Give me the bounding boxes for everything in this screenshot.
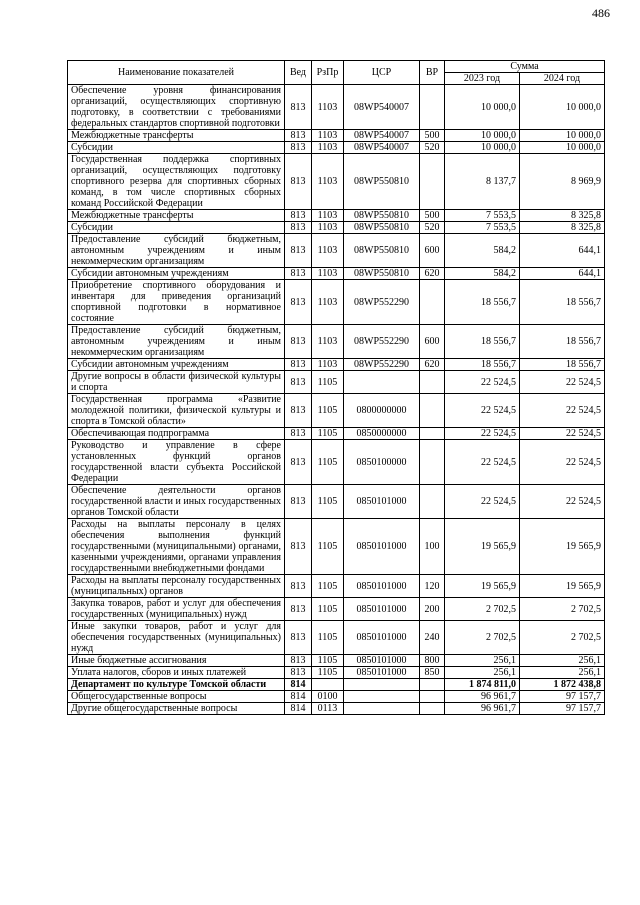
row-sum-2023: 22 524,5	[445, 440, 520, 485]
table-row	[68, 519, 605, 575]
row-name: Приобретение спортивного оборудования и инвентаря для приведения организаций спортивной подготовки в нормативное состояние	[68, 280, 285, 325]
row-name: Уплата налогов, сборов и иных платежей	[68, 667, 285, 679]
header-year-2023: 2023 год	[445, 73, 520, 85]
row-name: Иные бюджетные ассигнования	[68, 655, 285, 667]
row-sum-2024: 1 872 438,8	[520, 679, 605, 691]
row-ved: 814	[285, 691, 312, 703]
row-vr: 500	[420, 210, 445, 222]
row-rzpr: 1103	[312, 325, 344, 359]
row-vr	[420, 394, 445, 428]
row-vr	[420, 280, 445, 325]
row-vr	[420, 440, 445, 485]
row-sum-2024: 18 556,7	[520, 280, 605, 325]
row-ved: 813	[285, 325, 312, 359]
row-ved: 813	[285, 359, 312, 371]
row-rzpr: 0100	[312, 691, 344, 703]
row-sum-2023: 22 524,5	[445, 485, 520, 519]
row-rzpr: 1105	[312, 598, 344, 621]
row-sum-2023: 22 524,5	[445, 428, 520, 440]
row-vr	[420, 428, 445, 440]
row-vr	[420, 371, 445, 394]
row-sum-2023: 22 524,5	[445, 371, 520, 394]
table-row	[68, 621, 605, 655]
row-sum-2024: 8 325,8	[520, 210, 605, 222]
row-csr	[344, 703, 420, 715]
row-ved: 813	[285, 130, 312, 142]
row-sum-2024: 10 000,0	[520, 142, 605, 154]
row-sum-2023: 256,1	[445, 655, 520, 667]
row-csr: 08WP550810	[344, 154, 420, 210]
row-sum-2024: 18 556,7	[520, 359, 605, 371]
row-name: Руководство и управление в сфере установленных функций органов государственной власти субъекта Российской Федерации	[68, 440, 285, 485]
row-sum-2024: 22 524,5	[520, 485, 605, 519]
row-sum-2024: 10 000,0	[520, 85, 605, 130]
row-vr	[420, 703, 445, 715]
row-name: Расходы на выплаты персоналу в целях обеспечения выполнения функций государственными (муниципальными) органами, казенными учреждениями, органами управления государственными внебюджетными фондами	[68, 519, 285, 575]
table-row	[68, 325, 605, 359]
table-row	[68, 667, 605, 679]
row-rzpr: 1103	[312, 234, 344, 268]
row-sum-2024: 18 556,7	[520, 325, 605, 359]
row-vr: 600	[420, 234, 445, 268]
row-rzpr: 1103	[312, 268, 344, 280]
row-sum-2024: 8 969,9	[520, 154, 605, 210]
row-rzpr: 1105	[312, 371, 344, 394]
row-csr: 08WP550810	[344, 222, 420, 234]
row-sum-2023: 7 553,5	[445, 210, 520, 222]
row-ved: 813	[285, 428, 312, 440]
row-sum-2024: 19 565,9	[520, 519, 605, 575]
row-ved: 813	[285, 598, 312, 621]
row-vr: 850	[420, 667, 445, 679]
header-csr: ЦСР	[344, 61, 420, 85]
row-rzpr: 1105	[312, 575, 344, 598]
budget-table	[67, 60, 605, 715]
row-rzpr: 1105	[312, 394, 344, 428]
row-ved: 813	[285, 280, 312, 325]
row-vr: 520	[420, 142, 445, 154]
table-row	[68, 130, 605, 142]
table-row	[68, 655, 605, 667]
row-ved: 813	[285, 222, 312, 234]
row-sum-2024: 10 000,0	[520, 130, 605, 142]
row-csr: 08WP550810	[344, 234, 420, 268]
table-row	[68, 691, 605, 703]
table-row	[68, 598, 605, 621]
row-csr	[344, 679, 420, 691]
row-name: Государственная поддержка спортивных организаций, осуществляющих подготовку спортивного резерва для спортивных сборных команд, в том числе спортивных сборных команд Российской Федерации	[68, 154, 285, 210]
row-vr: 620	[420, 359, 445, 371]
row-sum-2023: 18 556,7	[445, 280, 520, 325]
table-row	[68, 485, 605, 519]
row-csr: 0850101000	[344, 667, 420, 679]
row-sum-2023: 19 565,9	[445, 519, 520, 575]
row-rzpr: 1105	[312, 428, 344, 440]
row-ved: 813	[285, 485, 312, 519]
row-ved: 813	[285, 440, 312, 485]
row-rzpr	[312, 679, 344, 691]
row-ved: 813	[285, 667, 312, 679]
table-row	[68, 428, 605, 440]
row-rzpr: 1105	[312, 655, 344, 667]
table-row	[68, 85, 605, 130]
row-rzpr: 1105	[312, 621, 344, 655]
row-rzpr: 1105	[312, 519, 344, 575]
row-csr: 08WP552290	[344, 359, 420, 371]
row-sum-2024: 22 524,5	[520, 440, 605, 485]
row-ved: 814	[285, 679, 312, 691]
row-name: Обеспечение деятельности органов государственной власти и иных государственных органов Томской области	[68, 485, 285, 519]
row-rzpr: 1103	[312, 142, 344, 154]
row-vr: 500	[420, 130, 445, 142]
row-ved: 813	[285, 655, 312, 667]
row-name: Общегосударственные вопросы	[68, 691, 285, 703]
row-name: Предоставление субсидий бюджетным, автономным учреждениям и иным некоммерческим организациям	[68, 325, 285, 359]
row-sum-2023: 10 000,0	[445, 130, 520, 142]
row-csr: 08WP550810	[344, 268, 420, 280]
row-ved: 813	[285, 154, 312, 210]
row-ved: 813	[285, 371, 312, 394]
row-ved: 813	[285, 575, 312, 598]
header-ved: Вед	[285, 61, 312, 85]
row-rzpr: 1103	[312, 222, 344, 234]
table-row	[68, 234, 605, 268]
row-name: Закупка товаров, работ и услуг для обеспечения государственных (муниципальных) нужд	[68, 598, 285, 621]
row-rzpr: 0113	[312, 703, 344, 715]
table-row	[68, 575, 605, 598]
row-rzpr: 1105	[312, 667, 344, 679]
row-rzpr: 1103	[312, 85, 344, 130]
row-sum-2023: 96 961,7	[445, 691, 520, 703]
row-ved: 813	[285, 85, 312, 130]
header-sum: Сумма	[445, 61, 605, 73]
row-name: Другие вопросы в области физической культуры и спорта	[68, 371, 285, 394]
row-name: Обеспечение уровня финансирования организаций, осуществляющих спортивную подготовку, в соответствии с требованиями федеральных стандартов спортивной подготовки	[68, 85, 285, 130]
row-sum-2023: 10 000,0	[445, 142, 520, 154]
row-vr: 620	[420, 268, 445, 280]
row-sum-2023: 1 874 811,0	[445, 679, 520, 691]
row-sum-2023: 22 524,5	[445, 394, 520, 428]
row-rzpr: 1105	[312, 485, 344, 519]
row-ved: 813	[285, 519, 312, 575]
page-number: 486	[592, 6, 610, 20]
row-sum-2024: 19 565,9	[520, 575, 605, 598]
row-vr: 800	[420, 655, 445, 667]
row-csr: 08WP552290	[344, 280, 420, 325]
row-csr: 0850101000	[344, 519, 420, 575]
row-csr: 08WP552290	[344, 325, 420, 359]
row-sum-2024: 22 524,5	[520, 428, 605, 440]
row-sum-2024: 8 325,8	[520, 222, 605, 234]
row-sum-2023: 96 961,7	[445, 703, 520, 715]
table-header	[68, 61, 605, 85]
row-rzpr: 1103	[312, 210, 344, 222]
row-name: Департамент по культуре Томской области	[68, 679, 285, 691]
row-sum-2024: 2 702,5	[520, 621, 605, 655]
row-csr: 0800000000	[344, 394, 420, 428]
row-name: Предоставление субсидий бюджетным, автономным учреждениям и иным некоммерческим организациям	[68, 234, 285, 268]
row-csr: 08WP540007	[344, 142, 420, 154]
row-ved: 813	[285, 142, 312, 154]
row-ved: 814	[285, 703, 312, 715]
row-vr: 120	[420, 575, 445, 598]
row-sum-2023: 7 553,5	[445, 222, 520, 234]
table-row	[68, 440, 605, 485]
row-vr: 520	[420, 222, 445, 234]
row-sum-2024: 22 524,5	[520, 371, 605, 394]
row-name: Иные закупки товаров, работ и услуг для обеспечения государственных (муниципальных) нужд	[68, 621, 285, 655]
table-row	[68, 210, 605, 222]
row-csr: 0850101000	[344, 655, 420, 667]
table-row	[68, 154, 605, 210]
row-name: Субсидии	[68, 142, 285, 154]
row-csr: 08WP540007	[344, 85, 420, 130]
row-csr: 0850101000	[344, 621, 420, 655]
row-csr: 08WP550810	[344, 210, 420, 222]
row-sum-2023: 19 565,9	[445, 575, 520, 598]
row-vr: 240	[420, 621, 445, 655]
row-csr	[344, 371, 420, 394]
row-name: Межбюджетные трансферты	[68, 210, 285, 222]
row-ved: 813	[285, 210, 312, 222]
row-rzpr: 1103	[312, 154, 344, 210]
row-csr: 0850000000	[344, 428, 420, 440]
row-ved: 813	[285, 234, 312, 268]
row-sum-2023: 18 556,7	[445, 359, 520, 371]
row-sum-2024: 97 157,7	[520, 703, 605, 715]
header-name: Наименование показателей	[68, 61, 285, 85]
table-row	[68, 268, 605, 280]
row-rzpr: 1103	[312, 280, 344, 325]
row-vr	[420, 154, 445, 210]
row-csr	[344, 691, 420, 703]
row-sum-2023: 584,2	[445, 268, 520, 280]
row-rzpr: 1103	[312, 359, 344, 371]
row-csr: 08WP540007	[344, 130, 420, 142]
row-vr: 100	[420, 519, 445, 575]
header-year-2024: 2024 год	[520, 73, 605, 85]
table-row	[68, 394, 605, 428]
header-rzpr: РзПр	[312, 61, 344, 85]
table-row	[68, 679, 605, 691]
row-rzpr: 1103	[312, 130, 344, 142]
table-row	[68, 359, 605, 371]
row-sum-2023: 2 702,5	[445, 598, 520, 621]
row-sum-2023: 256,1	[445, 667, 520, 679]
row-ved: 813	[285, 268, 312, 280]
row-csr: 0850101000	[344, 575, 420, 598]
row-vr: 600	[420, 325, 445, 359]
table-row	[68, 280, 605, 325]
row-sum-2024: 256,1	[520, 667, 605, 679]
row-sum-2024: 256,1	[520, 655, 605, 667]
row-name: Обеспечивающая подпрограмма	[68, 428, 285, 440]
row-sum-2024: 2 702,5	[520, 598, 605, 621]
row-name: Расходы на выплаты персоналу государственных (муниципальных) органов	[68, 575, 285, 598]
row-ved: 813	[285, 394, 312, 428]
row-sum-2023: 2 702,5	[445, 621, 520, 655]
row-vr	[420, 679, 445, 691]
table-row	[68, 142, 605, 154]
row-sum-2024: 644,1	[520, 234, 605, 268]
row-sum-2024: 97 157,7	[520, 691, 605, 703]
table-body	[68, 85, 605, 715]
row-csr: 0850100000	[344, 440, 420, 485]
table-row	[68, 703, 605, 715]
row-vr	[420, 85, 445, 130]
row-name: Другие общегосударственные вопросы	[68, 703, 285, 715]
row-name: Субсидии автономным учреждениям	[68, 359, 285, 371]
row-vr: 200	[420, 598, 445, 621]
row-sum-2023: 10 000,0	[445, 85, 520, 130]
row-ved: 813	[285, 621, 312, 655]
row-sum-2023: 8 137,7	[445, 154, 520, 210]
row-name: Межбюджетные трансферты	[68, 130, 285, 142]
row-sum-2024: 22 524,5	[520, 394, 605, 428]
row-name: Субсидии автономным учреждениям	[68, 268, 285, 280]
row-sum-2023: 584,2	[445, 234, 520, 268]
row-name: Субсидии	[68, 222, 285, 234]
row-name: Государственная программа «Развитие молодежной политики, физической культуры и спорта в Томской области»	[68, 394, 285, 428]
row-csr: 0850101000	[344, 485, 420, 519]
row-vr	[420, 691, 445, 703]
row-vr	[420, 485, 445, 519]
row-csr: 0850101000	[344, 598, 420, 621]
row-sum-2023: 18 556,7	[445, 325, 520, 359]
row-sum-2024: 644,1	[520, 268, 605, 280]
table-row	[68, 371, 605, 394]
header-vr: ВР	[420, 61, 445, 85]
table-row	[68, 222, 605, 234]
row-rzpr: 1105	[312, 440, 344, 485]
